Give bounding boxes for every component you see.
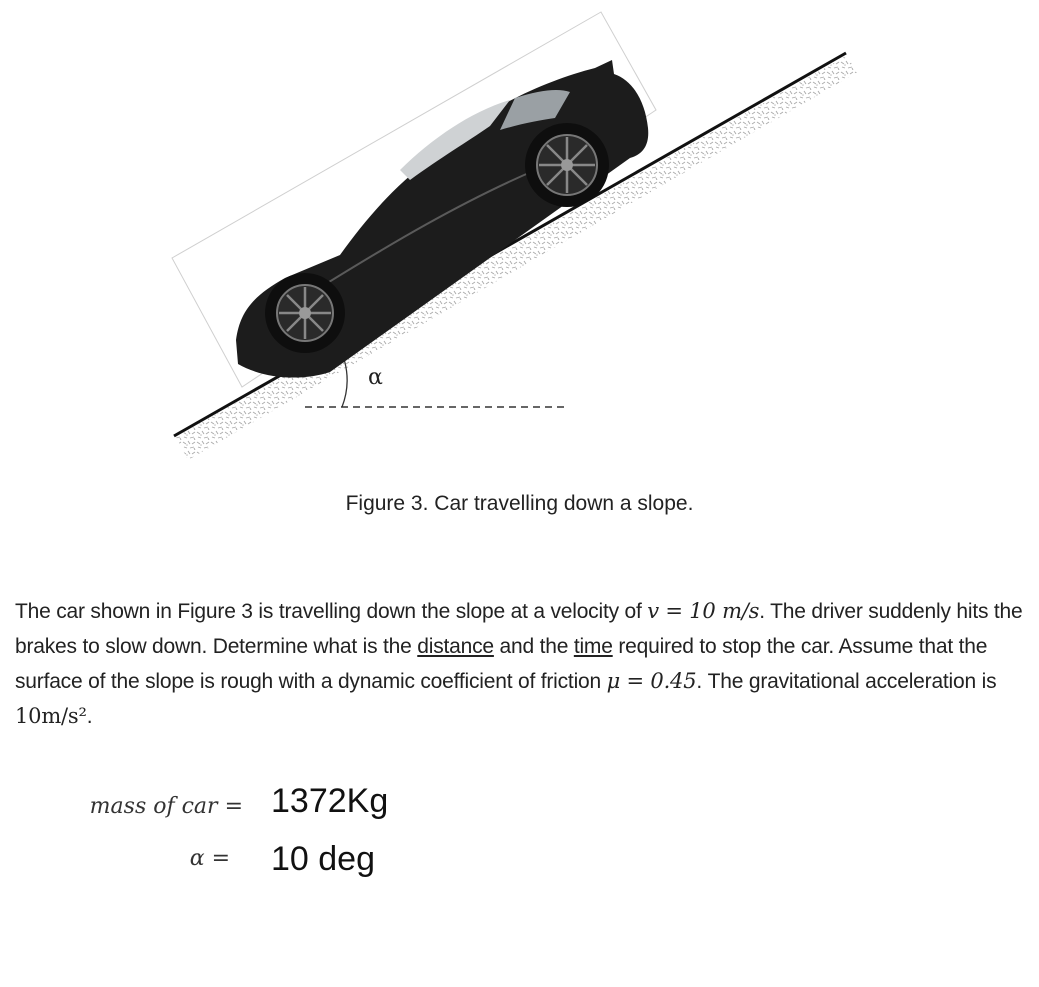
alpha-label-text: α [189,846,205,871]
friction-expression: μ = 0.45 [606,669,697,693]
angle-label: α [368,365,383,390]
problem-text-1: The car shown in Figure 3 is travelling down the slope at a velocity of [15,600,648,623]
gravity-expression: 10m/s² [15,704,87,728]
alpha-equals: = [211,846,230,871]
distance-term: distance [417,635,494,658]
mass-equals: = [224,794,243,819]
problem-text-4: required to stop the car. Assume that the surface of the slope is rough with a dynamic coefficient of friction [15,635,988,693]
alpha-label [0,846,230,871]
mass-value: 1372Kg [271,782,389,820]
problem-text-2: . The driver suddenly hits the brakes to slow down. Determine what is the [15,600,1023,658]
mass-row [0,780,600,830]
rear-wheel [525,123,609,207]
figure-caption: Figure 3. Car travelling down a slope. [345,492,694,515]
mass-label [0,794,243,819]
front-wheel [265,273,345,353]
mass-label-text: mass of car [89,794,218,819]
time-term: time [573,635,613,658]
alpha-value: 10 deg [271,840,375,878]
problem-text-5: . The gravitational acceleration is [696,670,997,693]
problem-statement [15,594,1025,734]
slope-figure [0,0,1039,480]
problem-text-6: . [86,705,93,728]
velocity-expression: v = 10 m/s [647,599,760,623]
problem-text-3: and the [493,635,574,658]
alpha-row [0,838,600,888]
